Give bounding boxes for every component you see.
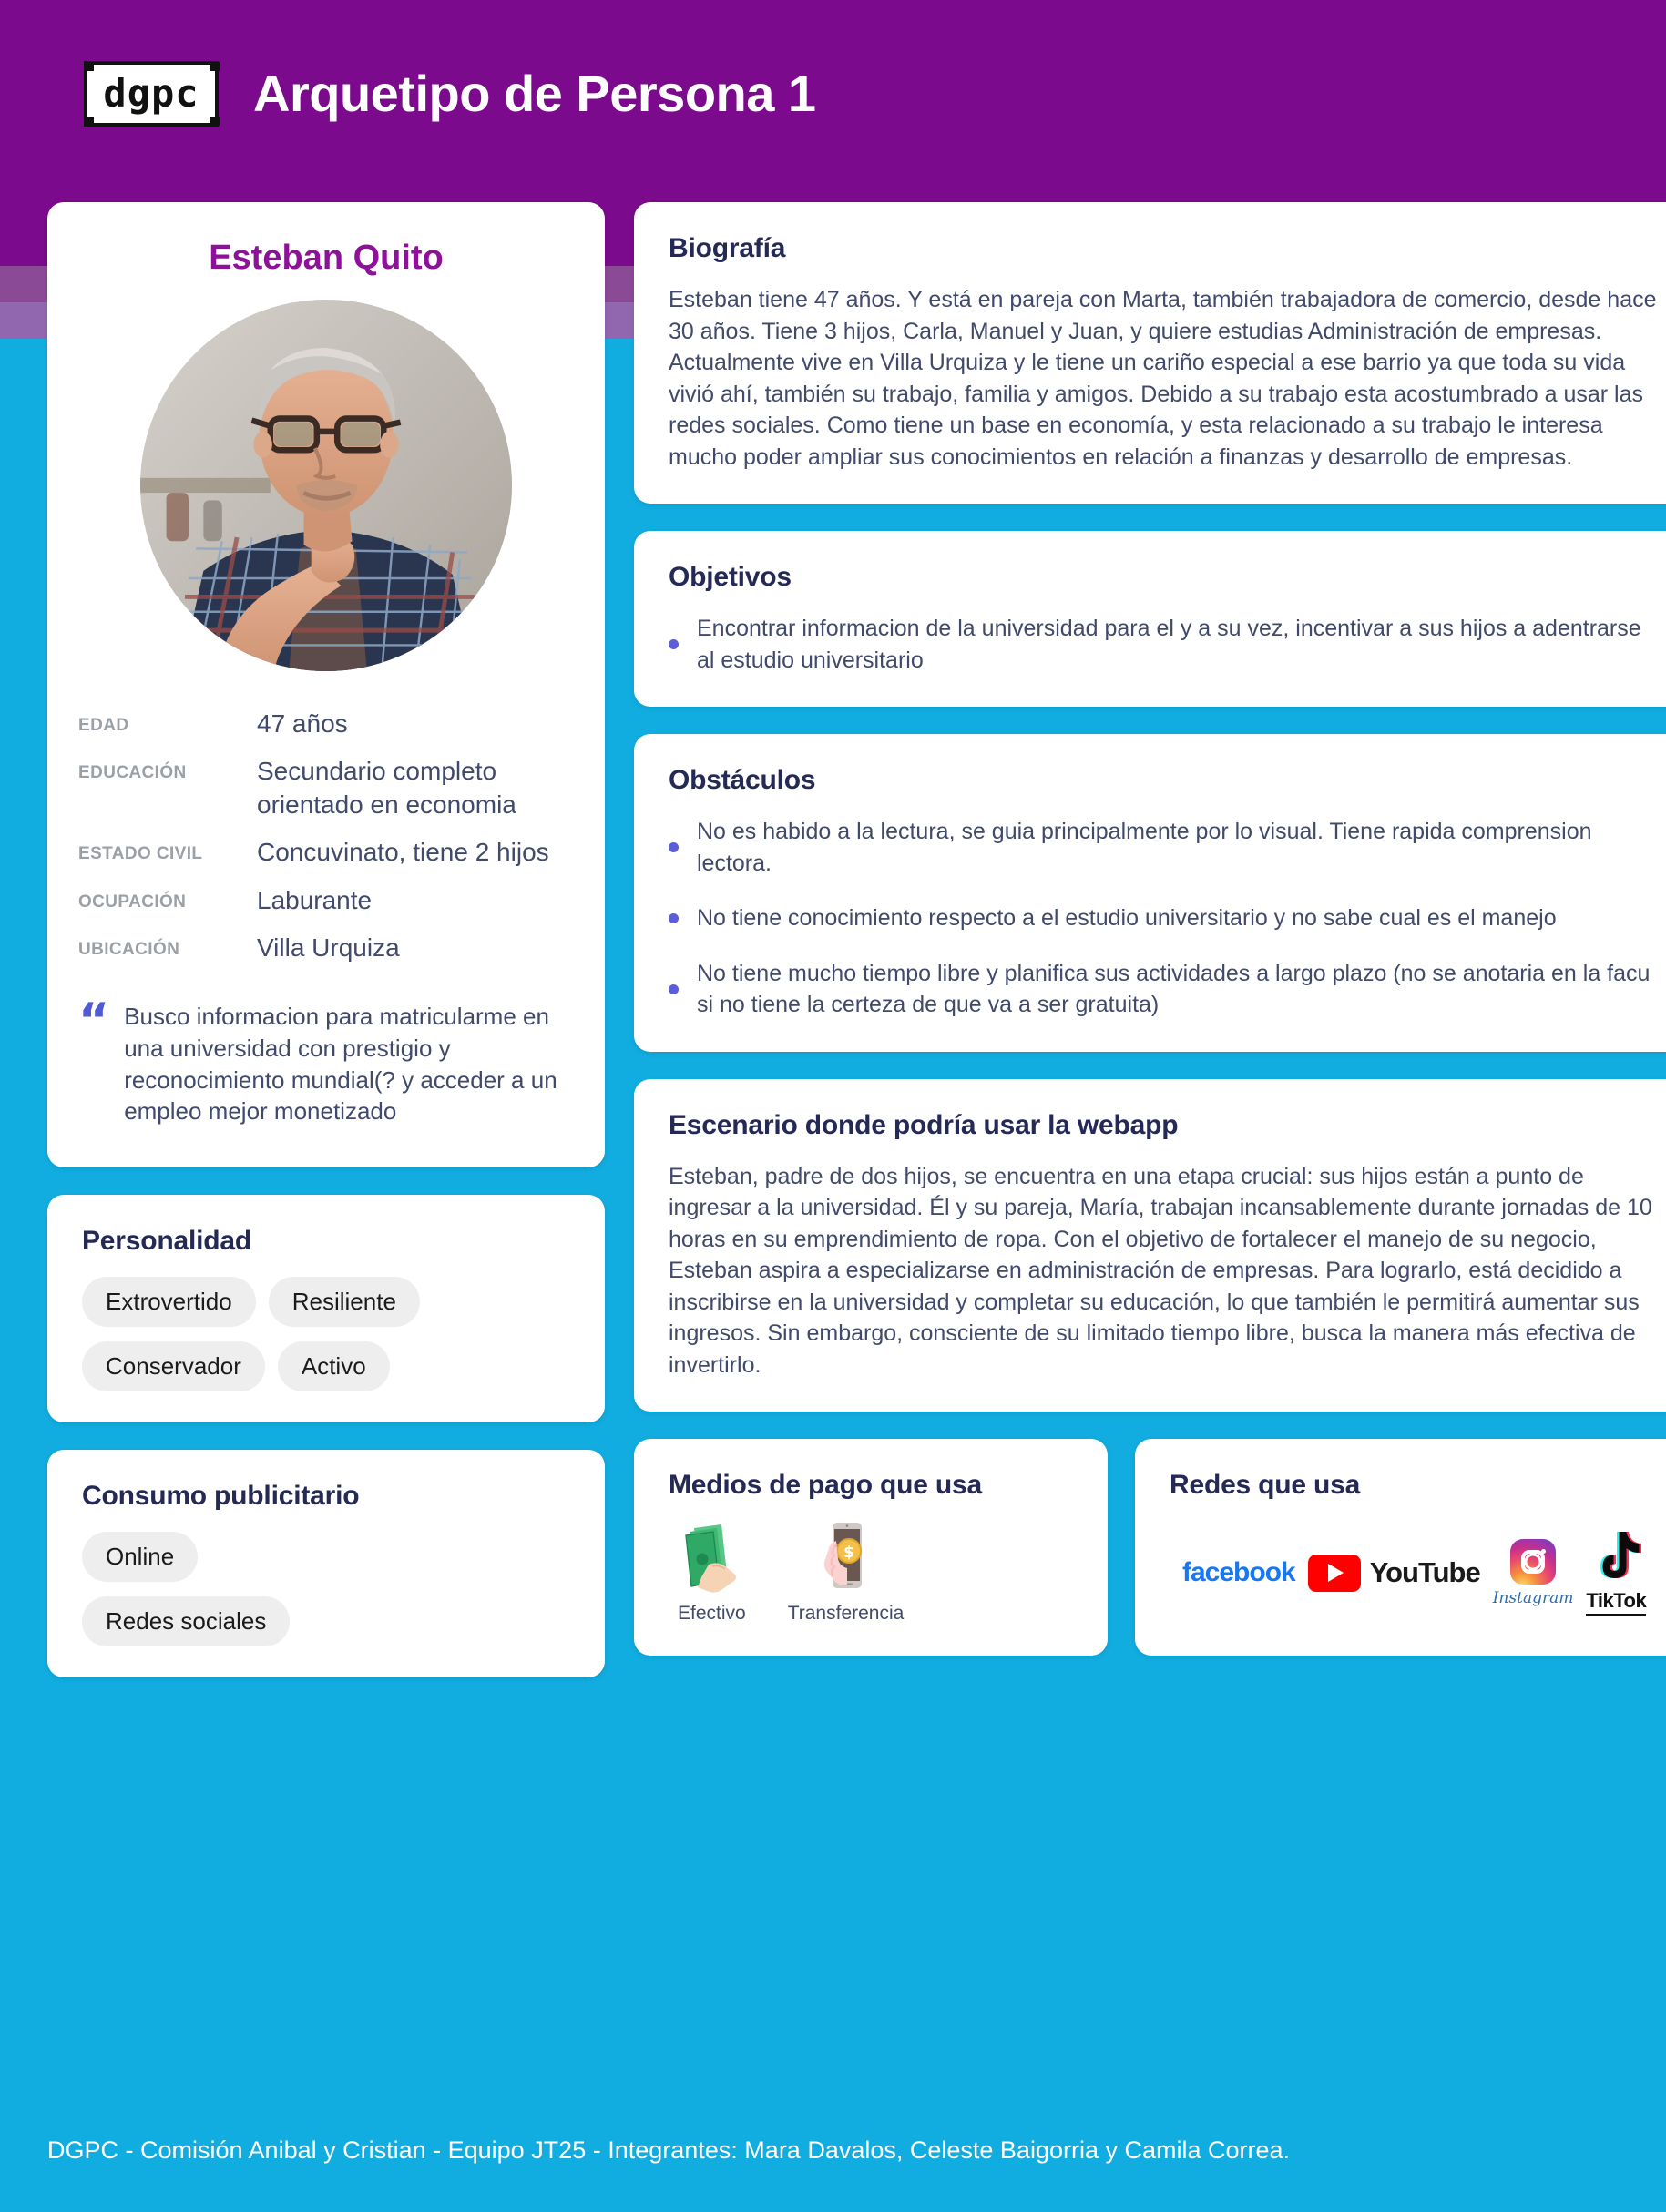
- attribute-list: [78, 708, 574, 964]
- attribute-label: OCUPACIÓN: [78, 892, 187, 912]
- obstaculos-list: [669, 816, 1659, 1021]
- payment-method-label: Efectivo: [678, 1603, 746, 1624]
- cash-hand-icon: [681, 1521, 741, 1594]
- tag-item[interactable]: Conservador: [82, 1341, 265, 1391]
- social-item-instagram[interactable]: [1493, 1539, 1574, 1607]
- bullet-dot-icon: [669, 984, 679, 994]
- social-item-tiktok[interactable]: [1586, 1530, 1646, 1616]
- quote-mark-icon: “: [78, 994, 110, 1049]
- personalidad-tags: [82, 1277, 570, 1391]
- list-item-text: Encontrar informacion de la universidad para el y a su vez, incentivar a sus hijos a adentrarse al estudio universitario: [697, 616, 1641, 673]
- personalidad-card: [47, 1195, 605, 1422]
- tag-item[interactable]: Redes sociales: [82, 1596, 290, 1646]
- bottom-row: [634, 1439, 1666, 1656]
- tiktok-logo: [1586, 1530, 1646, 1616]
- social-item-youtube[interactable]: [1308, 1555, 1480, 1592]
- attribute-row: [78, 708, 574, 740]
- biografia-text: Esteban tiene 47 años. Y está en pareja con Marta, también trabajadora de comercio, desde hace 30 años. Tiene 3 hijos, Carla, Manuel y Juan, y quiere estudias Administración de empresas. Actualmente vive en Villa Urquiza y le tiene un cariño especial a ese barrio ya que toda su vida vivió ahí, también su trabajo, familia y amigos. Debido a su trabajo esta acostumbrado a usar las redes sociales. Como tiene un base en economía, y esta relacionado a su trabajo le interesa mucho poder ampliar sus conocimientos en relación a finanzas y desarrollo de empresas.: [669, 287, 1657, 470]
- avatar: [140, 300, 512, 671]
- tag-item[interactable]: Activo: [278, 1341, 390, 1391]
- obstaculos-card: [634, 734, 1666, 1052]
- consumo-title: Consumo publicitario: [82, 1480, 360, 1511]
- persona-quote: [78, 994, 574, 1126]
- svg-text:$: $: [843, 1544, 854, 1562]
- attribute-row: [78, 884, 574, 917]
- obstaculos-title: Obstáculos: [669, 765, 816, 795]
- youtube-play-icon: [1308, 1555, 1361, 1592]
- tiktok-wordmark: TikTok: [1586, 1589, 1646, 1616]
- dgpc-logo-text: dgpc: [103, 70, 199, 116]
- objetivos-card: [634, 531, 1666, 707]
- payment-method-label: Transferencia: [787, 1603, 905, 1624]
- attribute-row: [78, 755, 574, 821]
- attribute-value: Villa Urquiza: [257, 933, 400, 962]
- page-title: Arquetipo de Persona 1: [253, 65, 816, 122]
- consumo-publicitario-card: [47, 1450, 605, 1677]
- attribute-label: EDUCACIÓN: [78, 763, 187, 783]
- page-footer: DGPC - Comisión Anibal y Cristian - Equipo JT25 - Integrantes: Mara Davalos, Celeste Baigorria y Camila Correa.: [47, 2136, 1291, 2164]
- escenario-card: [634, 1079, 1666, 1412]
- redes-card: [1135, 1439, 1666, 1656]
- instagram-camera-icon: [1510, 1539, 1556, 1585]
- dgpc-logo: [84, 61, 219, 127]
- attribute-value: 47 años: [257, 709, 348, 738]
- medios-pago-card: [634, 1439, 1108, 1656]
- attribute-value: Concuvinato, tiene 2 hijos: [257, 838, 549, 867]
- redes-title: Redes que usa: [1170, 1470, 1361, 1500]
- profile-card: [47, 202, 605, 1167]
- personalidad-title: Personalidad: [82, 1225, 251, 1256]
- payment-method-item: [678, 1521, 746, 1625]
- right-column: [634, 202, 1666, 1677]
- list-item: [669, 958, 1659, 1021]
- quote-text: Busco informacion para matricularme en una universidad con prestigio y reconocimiento mundial(? y acceder a un empleo mejor monetizado: [124, 1003, 557, 1126]
- attribute-label: UBICACIÓN: [78, 939, 180, 959]
- biografia-card: [634, 202, 1666, 504]
- phone-dollar-icon: [816, 1521, 876, 1594]
- consumo-tags: [82, 1532, 570, 1646]
- redes-items: [1170, 1521, 1659, 1616]
- attribute-row: [78, 932, 574, 964]
- bullet-dot-icon: [669, 842, 679, 852]
- page-header: [0, 0, 1666, 187]
- instagram-logo: [1493, 1539, 1574, 1607]
- list-item: [669, 902, 1659, 934]
- list-item: [669, 816, 1659, 879]
- social-item-facebook[interactable]: [1182, 1557, 1295, 1588]
- tiktok-note-icon: [1590, 1530, 1641, 1586]
- attribute-value: Secundario completo orientado en economia: [257, 757, 516, 819]
- left-column: [47, 202, 605, 1677]
- avatar-wrapper: [78, 300, 574, 671]
- objetivos-title: Objetivos: [669, 562, 792, 592]
- list-item: [669, 613, 1659, 676]
- bullet-dot-icon: [669, 913, 679, 923]
- persona-layout: [47, 202, 1657, 1677]
- list-item-text: No es habido a la lectura, se guia principalmente por lo visual. Tiene rapida comprension lectora.: [697, 819, 1592, 876]
- bullet-dot-icon: [669, 639, 679, 649]
- biografia-title: Biografía: [669, 233, 786, 263]
- tag-item[interactable]: Online: [82, 1532, 198, 1582]
- attribute-label: ESTADO CIVIL: [78, 844, 203, 864]
- attribute-label: EDAD: [78, 716, 129, 735]
- facebook-logo: facebook: [1182, 1557, 1295, 1587]
- tag-item[interactable]: Extrovertido: [82, 1277, 256, 1327]
- escenario-text: Esteban, padre de dos hijos, se encuentra en una etapa crucial: sus hijos están a punto de ingresar a la universidad. Él y su pareja, María, trabajan incansablemente durante jornadas de 10 horas en su emprendimiento de ropa. Con el objetivo de fortalecer el manejo de su negocio, Esteban aspira a especializarse en administración de empresas. Para lograrlo, está decidido a inscribirse en la universidad y completar su educación, lo que también le permitirá aumentar sus ingresos. Sin embargo, consciente de su limitado tiempo libre, busca la manera más efectiva de invertirlo.: [669, 1163, 1652, 1378]
- objetivos-list: [669, 613, 1659, 676]
- escenario-title: Escenario donde podría usar la webapp: [669, 1109, 1179, 1140]
- youtube-wordmark: YouTube: [1369, 1556, 1480, 1588]
- youtube-logo: [1308, 1555, 1480, 1592]
- tag-item[interactable]: Resiliente: [269, 1277, 420, 1327]
- instagram-wordmark: Instagram: [1492, 1588, 1574, 1607]
- payment-method-item: [788, 1521, 905, 1625]
- list-item-text: No tiene conocimiento respecto a el estudio universitario y no sabe cual es el manejo: [697, 905, 1557, 931]
- persona-name: Esteban Quito: [209, 239, 444, 277]
- attribute-value: Laburante: [257, 885, 373, 914]
- medios-pago-items: [669, 1521, 1073, 1625]
- avatar-illustration: [140, 300, 512, 671]
- list-item-text: No tiene mucho tiempo libre y planifica sus actividades a largo plazo (no se anotaria en la facu si no tiene la certeza de que va a ser gratuita): [697, 960, 1651, 1017]
- attribute-row: [78, 836, 574, 869]
- medios-pago-title: Medios de pago que usa: [669, 1470, 982, 1500]
